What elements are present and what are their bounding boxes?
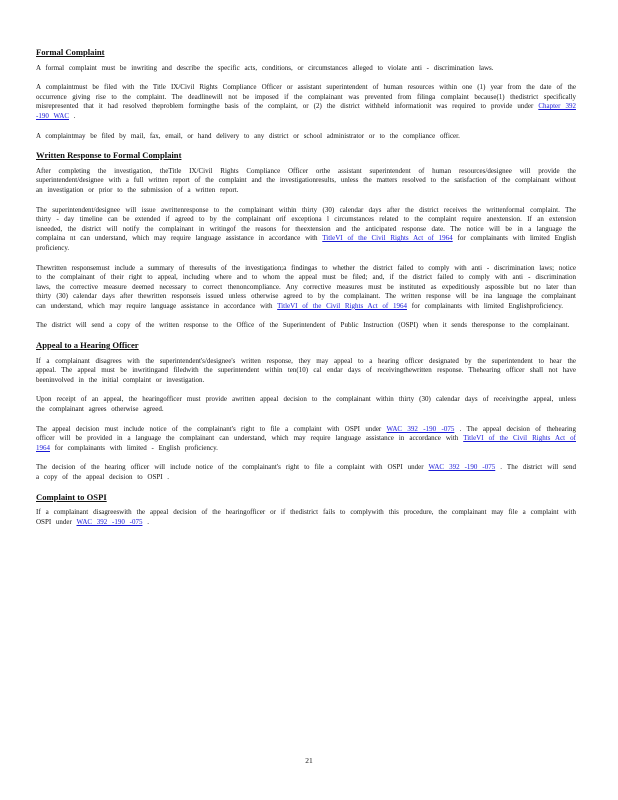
paragraph xyxy=(36,264,576,312)
paragraph-text: The district will send a copy of the written response to the Office of the Superintendent of Public Instruction (OSPI) when it sends theresponse to the complainant. xyxy=(36,321,570,330)
paragraph-text: The appeal decision must include notice of the complainant's right to file a complaint with OSPI under xyxy=(36,424,387,433)
section-heading: Formal Complaint xyxy=(36,47,105,57)
paragraph-text: . xyxy=(69,111,76,120)
paragraph xyxy=(36,64,576,74)
paragraph xyxy=(36,132,576,142)
paragraph-text: After completing the investigation, theTitle IX/Civil Rights Compliance Officer orthe assistant superintendent of human resources/designee will provide the superintendent/designee with a full written report of the complaint and the investigationresults, unless the matters resolved to the satisfaction of the complainant without an investigation or prior to the submission of a written report. xyxy=(36,166,576,194)
page-number: 21 xyxy=(305,756,313,765)
reference-link[interactable]: TitleVI of the Civil Rights Act of 1964 xyxy=(277,301,407,310)
paragraph-text: for complainants with limited Englishproficiency. xyxy=(406,301,564,310)
reference-link[interactable]: WAC 392 -190 -075 xyxy=(76,517,143,526)
paragraph-text: . xyxy=(142,517,149,526)
paragraph xyxy=(36,321,576,331)
reference-link[interactable]: TitleVI of the Civil Rights Act of 1964 xyxy=(36,434,576,452)
section-heading: Complaint to OSPI xyxy=(36,491,107,502)
reference-link[interactable]: WAC 392 -190 -075 xyxy=(386,424,455,433)
paragraph xyxy=(36,206,576,254)
paragraph-text: If a complainant disagrees with the superintendent's/designee's written response, they may appeal to a hearing officer designated by the superintendent to hear the appeal. The appeal must be inwritingand filedwith the superintendent within ten(10) cal endar days of receivingthewritten response. Thehearing officer shall not have beeninvolved in the initial complaint or investigation. xyxy=(36,356,576,384)
paragraph xyxy=(36,425,576,454)
paragraph-text: The superintendent/designee will issue awrittenresponse to the complainant within thirty (30) calendar days after the district receives the writtenformal complaint. The thirty - day timeline can be extended if agreed to by the complainant orif exceptiona l circumstances related to the complaint require anextension. If an extension isneeded, the district will notify the complainant in writingof the reasons for theextension and the anticipated response date. The notice will be in a language the complaina nt can understand, which may require language assistance in accordance with xyxy=(36,205,576,243)
paragraph-text: A complaintmay be filed by mail, fax, email, or hand delivery to any district or school administrator or to the compliance officer. xyxy=(36,131,460,140)
paragraph-text: . The appeal decision of thehearing officer will be provided in a language the complainant can understand, which may require language assistance in accordance with xyxy=(36,424,576,443)
section-heading: Appeal to a Hearing Officer xyxy=(36,340,139,351)
paragraph-text: A complaintmust be filed with the Title IX/Civil Rights Compliance Officer or assistant superintendent of human resources within one (1) year from the date of the occurrence giving rise to the complaint. The deadlinewill not be imposed if the complainant was prevented from filinga complaint because(1) thedistrict specifically misrepresented that it had resolved theproblem formingthe basis of the complaint, or (2) the district withheld informationit was required to provide under xyxy=(36,83,576,111)
paragraph-text: for complainants with limited English proficiency. xyxy=(36,234,577,252)
paragraph xyxy=(36,508,576,527)
reference-link[interactable]: Chapter 392 -190 WAC xyxy=(36,102,576,120)
paragraph xyxy=(36,167,576,196)
paragraph-text: for complainants with limited - English proficiency. xyxy=(50,443,218,452)
paragraph xyxy=(36,463,576,482)
paragraph-text: . The district will send a copy of the appeal decision to OSPI . xyxy=(36,463,577,481)
reference-link[interactable]: WAC 392 -190 -075 xyxy=(428,463,496,472)
paragraph xyxy=(36,357,576,386)
paragraph xyxy=(36,83,576,121)
paragraph-text: The decision of the hearing officer will include notice of the complainant's right to file a complaint with OSPI under xyxy=(36,463,429,472)
paragraph-text: Thewritten responsemust include a summary of theresults of the investigation;a findingas to whether the district failed to comply with anti - discrimination laws; notice to the complainant of their right to appeal, including where and to whom the appeal must be filed; and, if the district failed to comply with anti - discrimination laws, the corrective measure deemed necessary to correct thenoncompliance. Any corrective measures must be instituted as expeditiously aspossible but no later than thirty (30) calendar days after thewritten responseis issued unless otherwise agreed to by the complainant. The written response will be ina language the complainant can understand, which may require language assistance in accordance with xyxy=(36,263,576,310)
paragraph-text: If a complainant disagreeswith the appeal decision of the hearingofficer or if thedistrict fails to complywith this procedure, the complainant may file a complaint with OSPI under xyxy=(36,508,576,526)
paragraph-text: Upon receipt of an appeal, the hearingofficer must provide awritten appeal decision to the complainant within thirty (30) calendar days of receivingthe appeal, unless the complainant agrees otherwise agreed. xyxy=(36,395,576,414)
document-page xyxy=(36,48,576,537)
paragraph xyxy=(36,395,576,414)
section-heading: Written Response to Formal Complaint xyxy=(36,150,182,161)
paragraph-text: A formal complaint must be inwriting and describe the specific acts, conditions, or circumstances alleged to violate anti - discrimination laws. xyxy=(36,63,494,72)
reference-link[interactable]: TitleVI of the Civil Rights Act of 1964 xyxy=(322,234,453,243)
